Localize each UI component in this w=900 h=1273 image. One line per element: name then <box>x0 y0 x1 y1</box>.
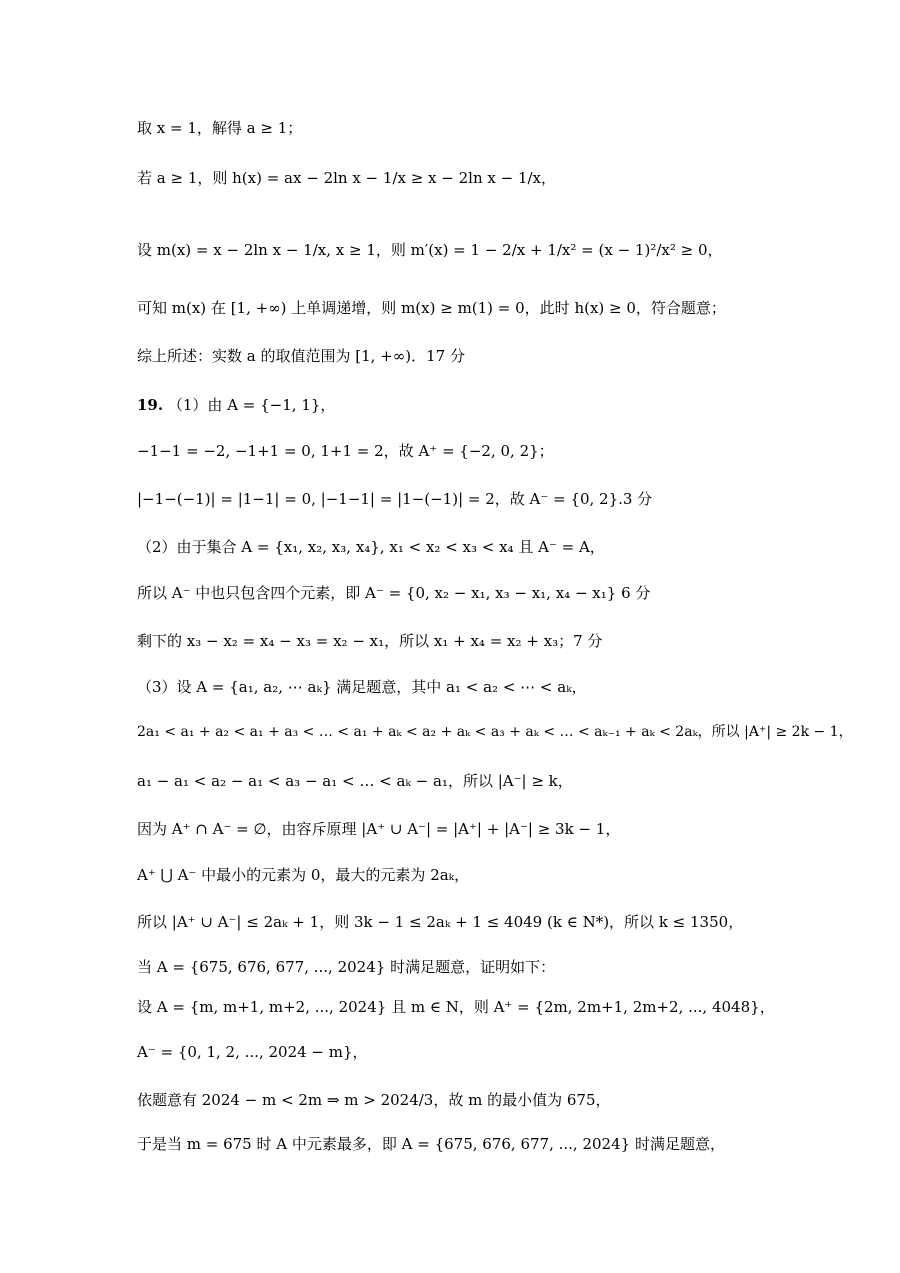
text-line: 于是当 m = 675 时 A 中元素最多，即 A = {675, 676, 677, ..., 2024} 时满足题意， <box>137 1135 725 1153</box>
text-line: 所以 A⁻ 中也只包含四个元素，即 A⁻ = {0, x₂ − x₁, x₃ − x₁, x₄ − x₁} 6 分 <box>137 584 651 602</box>
text-line: A⁻ = {0, 1, 2, ..., 2024 − m}， <box>137 1043 368 1061</box>
text-line: （3）设 A = {a₁, a₂, ⋯ aₖ} 满足题意，其中 a₁ < a₂ < ⋯ < aₖ， <box>137 678 587 696</box>
text-segment: （1）由 A = {−1, 1}， <box>167 396 336 414</box>
text-line: 所以 |A⁺ ∪ A⁻| ≤ 2aₖ + 1，则 3k − 1 ≤ 2aₖ + 1 ≤ 4049 (k ∈ N*)，所以 k ≤ 1350， <box>137 913 744 931</box>
text-line: A⁺ ⋃ A⁻ 中最小的元素为 0，最大的元素为 2aₖ， <box>137 866 470 884</box>
text-line: 设 m(x) = x − 2ln x − 1/x, x ≥ 1，则 m′(x) = 1 − 2/x + 1/x² = (x − 1)²/x² ≥ 0， <box>137 241 723 259</box>
text-line: （2）由于集合 A = {x₁, x₂, x₃, x₄}, x₁ < x₂ < x₃ < x₄ 且 A⁻ = A， <box>137 538 605 556</box>
text-line: 综上所述：实数 a 的取值范围为 [1, +∞)．17 分 <box>137 347 465 365</box>
text-line: 可知 m(x) 在 [1, +∞) 上单调递增，则 m(x) ≥ m(1) = 0，此时 h(x) ≥ 0，符合题意； <box>137 299 726 317</box>
text-line: 若 a ≥ 1，则 h(x) = ax − 2ln x − 1/x ≥ x − 2ln x − 1/x， <box>137 169 557 187</box>
text-line: 设 A = {m, m+1, m+2, ..., 2024} 且 m ∈ N，则 A⁺ = {2m, 2m+1, 2m+2, ..., 4048}， <box>137 998 775 1016</box>
text-line: 取 x = 1，解得 a ≥ 1； <box>137 119 303 137</box>
question-19-line <box>137 395 860 416</box>
question-number: 19. <box>137 396 164 414</box>
text-line: |−1−(−1)| = |1−1| = 0, |−1−1| = |1−(−1)| = 2，故 A⁻ = {0, 2}.3 分 <box>137 490 653 508</box>
text-line: 当 A = {675, 676, 677, ..., 2024} 时满足题意，证明如下： <box>137 958 556 976</box>
text-line: −1−1 = −2, −1+1 = 0, 1+1 = 2，故 A⁺ = {−2, 0, 2}； <box>137 442 554 460</box>
text-line: a₁ − a₁ < a₂ − a₁ < a₃ − a₁ < … < aₖ − a₁，所以 |A⁻| ≥ k， <box>137 772 573 790</box>
text-line: 2a₁ < a₁ + a₂ < a₁ + a₃ < … < a₁ + aₖ < a₂ + aₖ < a₃ + aₖ < … < aₖ₋₁ + aₖ < 2aₖ，所以 |A⁺| ≥ 2k − 1， <box>137 724 853 740</box>
text-line: 依题意有 2024 − m < 2m ⇒ m > 2024/3，故 m 的最小值为 675， <box>137 1091 611 1109</box>
text-line: 因为 A⁺ ∩ A⁻ = ∅，由容斥原理 |A⁺ ∪ A⁻| = |A⁺| + |A⁻| ≥ 3k − 1， <box>137 820 621 838</box>
text-line: 剩下的 x₃ − x₂ = x₄ − x₃ = x₂ − x₁，所以 x₁ + x₄ = x₂ + x₃；7 分 <box>137 632 603 650</box>
